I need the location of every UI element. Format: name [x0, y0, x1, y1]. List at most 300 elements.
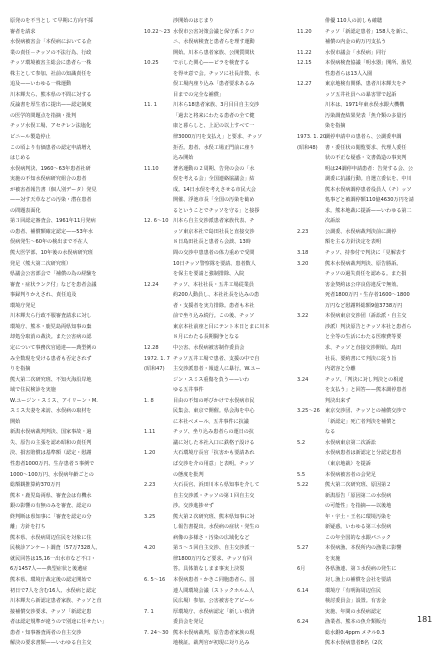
text-line-content: 県議会公害部会で「補償の為の経験を — [10, 271, 97, 278]
chronology-entry-line — [144, 111, 290, 122]
entry-date: 4.20 — [144, 545, 156, 552]
entry-text: 本俣病検査協議「明水器」開所、胎児 — [325, 60, 412, 67]
chronology-entry-line — [144, 332, 290, 343]
text-line-content: 接補償交渉要求、チッソ「新認定患 — [10, 608, 92, 615]
entry-date: (昭和47) — [144, 366, 165, 373]
chronology-entry-line — [144, 617, 290, 628]
text-line-content: この頃より有価患者の認定申請増え — [10, 144, 92, 151]
text-line — [10, 69, 137, 80]
entry-date — [144, 522, 173, 533]
chronology-entry-line — [144, 385, 290, 396]
entry-date — [144, 111, 173, 122]
entry-date — [144, 227, 173, 238]
text-line — [10, 90, 137, 101]
entry-text: 水俣病東京第二次訴訟 — [325, 439, 376, 446]
text-line-content: 川本輝夫ら行政不服審査請求に対し — [10, 313, 92, 320]
entry-text: チッソ「新認定患者」158人を新に、 — [325, 28, 411, 35]
entry-text: 本俣病被害者の会発足 — [325, 471, 376, 478]
chronology-entry-line — [297, 533, 442, 544]
entry-text: 年・宇土・王名に環境汚染を — [325, 513, 392, 520]
text-line — [10, 174, 137, 185]
text-line — [10, 522, 137, 533]
entry-date — [297, 185, 325, 196]
entry-text: ッソ東京本社で島田社長と直接交渉 — [173, 228, 255, 235]
entry-date — [144, 332, 173, 343]
chronology-entry-line — [297, 185, 442, 196]
text-line-content: 開始 — [10, 418, 21, 425]
column-right — [297, 16, 442, 649]
entry-text: 額を主る方針決定を表明 — [325, 239, 382, 246]
entry-date — [297, 533, 325, 544]
text-line-content: 発足（熊大第二次研究班） — [10, 260, 72, 267]
chronology-entry-line — [144, 522, 290, 533]
entry-date — [144, 174, 173, 185]
text-line — [10, 470, 137, 481]
text-line — [10, 237, 137, 248]
chronology-entry-line — [297, 227, 442, 238]
entry-date — [144, 301, 173, 312]
entry-text: 熊本水俣病調停患者役員人（チ）ッソ — [325, 186, 412, 193]
chronology-entry-line — [144, 58, 290, 69]
text-line — [10, 16, 137, 27]
text-line — [10, 501, 137, 512]
entry-text: 死者1800万円・生存者1600～1800 — [325, 292, 410, 299]
entry-date: 1.20 — [144, 450, 156, 457]
entry-date — [144, 153, 173, 164]
text-line — [10, 164, 137, 175]
chronology-entry-line — [297, 385, 442, 396]
entry-text: ８月にわたる長期闘争となる — [173, 334, 240, 341]
chronology-entry-line — [144, 206, 290, 217]
entry-text: 地検証。裁判官が初現に対り込み — [173, 640, 250, 647]
chronology-entry-line — [144, 121, 290, 132]
entry-date — [144, 69, 173, 80]
text-line-content: 審査・症状ランク付」などを患者会議 — [10, 281, 97, 288]
text-line-content: ——対す天草などの汚染・潜在患者 — [10, 197, 92, 204]
column-middle — [144, 16, 290, 649]
text-line-content: 熊大医学部、10年後の水俣病研究班 — [10, 250, 93, 257]
text-line — [10, 575, 137, 586]
text-line — [10, 280, 137, 291]
entry-date: 2.23 — [297, 228, 309, 235]
chronology-entry-line — [144, 16, 290, 27]
chronology-entry-line — [144, 290, 290, 301]
chronology-entry-line — [144, 586, 290, 597]
entry-text: 公調委、水俣病裁判決前に調停 — [325, 228, 397, 235]
chronology-entry-line — [297, 448, 442, 459]
entry-date — [144, 206, 173, 217]
entry-text: ニ、水俣病検査と患者らを理す運動 — [173, 39, 255, 46]
entry-date: 1.11 — [144, 429, 156, 436]
text-line-content: 株主として参加、社前の知識責任を — [10, 70, 92, 77]
chronology-entry-line — [297, 522, 442, 533]
entry-date — [144, 564, 173, 575]
entry-text: ッソ五井社員への暴害罪で起訴 — [325, 91, 397, 98]
chronology-entry-line — [144, 100, 290, 111]
text-line-content: チッソ環境被害主総会に患者ら一株 — [10, 60, 92, 67]
entry-text: を実施 — [325, 555, 341, 562]
entry-text: 著名運動の２周期、告発の会の「水 — [173, 165, 255, 172]
chronology-entry-line — [144, 69, 290, 80]
entry-date — [297, 459, 325, 470]
text-line — [10, 564, 137, 575]
text-line — [10, 491, 137, 502]
text-line — [10, 185, 137, 196]
chronology-entry-line — [144, 164, 290, 175]
chronology-entry-line — [144, 48, 290, 59]
entry-text: 連人間環境会議（ストックホルム人 — [173, 587, 255, 594]
entry-date — [297, 364, 325, 375]
entry-date — [144, 90, 173, 101]
entry-text: 本俣病患者・かきこ同胞患者ら、国 — [173, 576, 255, 583]
text-line-content: はじめる — [10, 155, 31, 162]
entry-date — [144, 48, 173, 59]
text-line — [10, 396, 137, 407]
entry-text: 本俣病漁、本俣所内の漁業に影響 — [325, 545, 402, 552]
chronology-entry-line — [144, 417, 290, 428]
text-line — [10, 216, 137, 227]
entry-date — [144, 259, 173, 270]
text-line-content: 熊本・鹿児島両県、審査会は有機水 — [10, 492, 92, 499]
entry-text: 者・支援者を実力排除。患者も本社 — [173, 302, 255, 309]
chronology-entry-line — [144, 37, 290, 48]
text-line-content: 事録判りかえされ、責任追及 — [10, 292, 77, 299]
entry-text: 実施、年間の水俣病認定 — [325, 608, 382, 615]
chronology-entry-line — [297, 259, 442, 270]
entry-text: 厚環境庁、水俣病認定「新しい救済 — [173, 608, 255, 615]
entry-date — [144, 269, 173, 280]
chronology-entry-line — [297, 512, 442, 523]
entry-date: 11.22 — [297, 49, 312, 56]
text-line — [10, 58, 137, 69]
entry-date: 3.20 — [297, 260, 309, 267]
chronology-entry-line — [297, 501, 442, 512]
entry-text: 拒否。患者、水俣工場正門前に座り — [173, 144, 255, 151]
chronology-entry-line — [297, 596, 442, 607]
chronology-entry-line — [144, 554, 290, 565]
entry-text: 各県漁連、第３水俣病の発生に — [325, 566, 397, 573]
entry-text: 目由の不知の呼びかけで水俣病市民 — [173, 397, 255, 404]
entry-date — [297, 607, 325, 618]
entry-text: 汚染調査結果発表「魚介類の多量汚 — [325, 112, 407, 119]
entry-text: 次訴訟 — [325, 218, 341, 225]
chronology-entry-line — [144, 427, 290, 438]
text-line — [10, 121, 137, 132]
chronology-entry-line — [297, 438, 442, 449]
text-line — [10, 37, 137, 48]
entry-date — [297, 111, 325, 122]
entry-text: 性患者らは13人入園 — [325, 70, 373, 77]
entry-date: 11.20 — [297, 28, 312, 35]
entry-date: 3.18 — [297, 250, 309, 257]
chronology-entry-line — [297, 470, 442, 481]
text-line — [10, 143, 137, 154]
entry-date — [297, 174, 325, 185]
entry-text: ８日島田社長と患者ら会談、13時 — [173, 239, 251, 246]
entry-date — [144, 438, 173, 449]
entry-text: 渉。交渉進捗せず — [173, 503, 214, 510]
text-line — [10, 100, 137, 111]
entry-date — [297, 301, 325, 312]
entry-text: 俣工場内座り込み「患者要求あるみ — [173, 81, 255, 88]
text-line — [10, 480, 137, 491]
chronology-entry-line — [297, 491, 442, 502]
chronology-entry-line — [297, 280, 442, 291]
text-line-content: の問題表面化 — [10, 207, 41, 214]
text-line-content: 1000～100万円、水俣病年齢ごとの — [10, 471, 94, 478]
entry-text: 川本ら自主交渉派患者家族代表、チ — [173, 218, 255, 225]
entry-text: 漁業者、熊本の魚介類販売 — [325, 619, 387, 626]
entry-date — [144, 459, 173, 470]
chronology-entry-line — [297, 195, 442, 206]
entry-date — [297, 396, 325, 407]
chronology-entry-line — [144, 438, 290, 449]
text-line-content: 総額観推算約370万円 — [10, 482, 61, 489]
entry-date — [144, 491, 173, 502]
entry-text: なる — [325, 429, 336, 436]
entry-date — [144, 322, 173, 333]
entry-date — [297, 501, 325, 512]
text-line — [10, 311, 137, 322]
entry-date — [297, 153, 325, 164]
entry-date: 11. 1 — [144, 102, 157, 109]
text-line — [10, 259, 137, 270]
entry-text: 東京地検有関係、患者川本輝夫をチ — [325, 81, 407, 88]
entry-date: 12.27 — [297, 81, 312, 88]
chronology-entry-line — [297, 343, 442, 354]
chronology-entry-line — [297, 290, 442, 301]
entry-text: 社長、要約書にて判決に従う旨 — [325, 355, 397, 362]
chronology-entry-line — [297, 27, 442, 38]
entry-text: 律1800万円など要求、チッソ有回 — [173, 555, 253, 562]
entry-date — [297, 575, 325, 586]
text-line — [10, 628, 137, 639]
chronology-entry-line — [297, 174, 442, 185]
chronology-entry-line — [144, 227, 290, 238]
chronology-entry-line — [144, 512, 290, 523]
entry-text: チッソ、「判決に対し判決との相違 — [325, 376, 404, 383]
chronology-entry-line — [144, 628, 290, 639]
chronology-entry-line — [144, 501, 290, 512]
entry-date — [144, 237, 173, 248]
entry-date: 3.24 — [297, 376, 309, 383]
entry-text: ジン・スミス重傷を負う——いわ — [173, 376, 250, 383]
text-line-content: 離」方針を打ち — [10, 524, 46, 531]
chronology-entry-line — [297, 564, 442, 575]
entry-date: 12.15 — [297, 60, 312, 67]
text-line-content: 定について事務次官通達——典型例の — [10, 344, 97, 351]
chronology-entry-line — [144, 480, 290, 491]
chronology-entry-line — [297, 554, 442, 565]
chronology-entry-line — [297, 48, 442, 59]
entry-text: 東京交渉団、チッソとの補償交渉で — [325, 408, 407, 415]
text-line — [10, 343, 137, 354]
entry-text: チッソ、坐り込み患者らの運日の抗 — [173, 429, 254, 436]
entry-date — [297, 332, 325, 343]
entry-date: 12.24 — [144, 281, 159, 288]
entry-date: 2.23 — [144, 482, 156, 489]
entry-date — [144, 195, 173, 206]
entry-date — [297, 417, 325, 428]
chronology-entry-line — [297, 216, 442, 227]
text-line — [10, 332, 137, 343]
text-line-content: の患者、補償額確定認定——53年水 — [10, 228, 93, 235]
chronology-entry-line — [144, 543, 290, 554]
entry-text: 大石環境庁長官「抗害かも要請あれ — [173, 450, 255, 457]
chronology-entry-line — [297, 364, 442, 375]
text-line-content: 環境庁、熊本・鹿児島両県知事の棄 — [10, 323, 92, 330]
entry-text: 第５～５回自主交渉、自主交渉派一 — [173, 545, 255, 552]
chronology-entry-line — [144, 311, 290, 322]
text-line-content: 俣病発生～60年の検出まで不在人 — [10, 239, 88, 246]
entry-date — [144, 16, 173, 27]
entry-text: 前で坐り込み続行。この後、チッソ — [173, 313, 255, 320]
text-line-content: み全数現を受ける患者も否定されず — [10, 355, 92, 362]
chronology-entry-line — [297, 111, 442, 122]
entry-text: 熊本水俣病裁判、原告患者家族の現 — [173, 629, 255, 636]
chronology-entry-line — [144, 396, 290, 407]
entry-text: 熊本水俣病患者8名（2次 — [325, 640, 383, 647]
entry-text: 熊大第二次研究班、原因第２ — [325, 482, 392, 489]
chronology-entry-line — [297, 164, 442, 175]
text-line-content: ビニール製造停止 — [10, 134, 51, 141]
entry-date: 12. 6～10 — [144, 218, 169, 225]
chronology-entry-line — [297, 90, 442, 101]
chronology-entry-line — [144, 596, 290, 607]
text-line-content: チッソ水俣工場、アセチレン法塩化 — [10, 123, 92, 130]
text-line — [10, 596, 137, 607]
entry-text: 委員会を発足 — [173, 619, 204, 626]
text-line-content: 実施の不知水俣病研究組合の患者 — [10, 176, 87, 183]
text-line-content: 新潟水俣病裁判判決、国家事故・過 — [10, 429, 92, 436]
chronology-entry-line — [144, 607, 290, 618]
entry-text: 川本は、1971年東水俣水銀大機構 — [325, 102, 405, 109]
entry-date: 1973. 1. 20 — [297, 134, 327, 141]
entry-date — [144, 533, 173, 544]
chronology-entry-line — [297, 37, 442, 48]
entry-date: 7. 24～30 — [144, 629, 169, 636]
chronology-entry-line — [297, 417, 442, 428]
text-line — [10, 132, 137, 143]
entry-text: 目までの完全な補償」 — [173, 91, 224, 98]
page-number: 181 — [417, 615, 433, 624]
entry-date: 10.25 — [144, 60, 159, 67]
chronology-entry-line — [144, 491, 290, 502]
chronology-entry-line — [144, 406, 290, 417]
text-line — [10, 512, 137, 523]
chronology-entry-line — [144, 259, 290, 270]
text-line — [10, 417, 137, 428]
entry-text: 害金契約は公序良俗違反で無効。 — [325, 281, 402, 288]
entry-date — [297, 195, 325, 206]
entry-text: 新疑惑。いわゆる第三水俣病 — [325, 524, 392, 531]
entry-text: 成。14日水俣を考えさせる市民大会 — [173, 186, 256, 193]
entry-date — [297, 512, 325, 523]
entry-text: 本俣病東京交渉団（訴訟派・自主交 — [325, 313, 407, 320]
text-line-content: 水俣病判決、1960～63年患者社研 — [10, 165, 91, 172]
text-line-content: 銀の影響の有無のみを審査、認定の — [10, 503, 92, 510]
entry-date — [144, 290, 173, 301]
entry-text: 渉開始のはじまり — [173, 18, 214, 24]
text-line-content: 環境庁発足 — [10, 302, 36, 309]
entry-date — [144, 385, 173, 396]
entry-date: 6. 5～16 — [144, 576, 166, 583]
entry-text: 開催、浮池市長「全国の汚染を勧め — [173, 197, 255, 204]
text-line — [10, 448, 137, 459]
entry-text: ば交渉を介の用意」と表明。チッソ — [173, 460, 255, 467]
entry-text: チッソ、持参付で判決に「見解表す — [325, 250, 406, 257]
entry-text: を支払う」と回答——熊本調停患者 — [325, 387, 407, 394]
entry-date: 5.2 — [297, 439, 306, 446]
text-line — [10, 459, 137, 470]
entry-date — [297, 522, 325, 533]
entry-date — [144, 406, 173, 417]
text-line-content: 川本輝夫ら新認定患者家族、チッソと直 — [10, 598, 102, 605]
entry-date — [144, 586, 173, 597]
entry-date — [144, 143, 173, 154]
chronology-entry-line — [144, 322, 290, 333]
entry-date — [144, 554, 173, 565]
text-line-content: 民検診アンケート調査（57万7328人、 — [10, 545, 101, 552]
entry-text: 病像の多様さ・汚染の広域化など — [173, 534, 250, 541]
entry-text: 水俣市公害対策会議と保守系ミクロ — [173, 28, 255, 35]
text-line-content: の医学的問題点を指摘・批判 — [10, 112, 77, 119]
chronology-entry-line — [144, 575, 290, 586]
entry-text: 中公害、水俣病被害制作委員会 — [173, 344, 245, 351]
entry-text: 処事どと被調停額110億4630万円を請 — [325, 197, 414, 204]
chronology-entry-line — [297, 406, 442, 417]
entry-text: チッソ五井工場で患者、支援の中で自 — [173, 355, 260, 362]
chronology-entry-line — [297, 354, 442, 365]
entry-date — [297, 596, 325, 607]
entry-date — [297, 121, 325, 132]
chronology-entry-line — [144, 195, 290, 206]
column-left — [10, 16, 137, 649]
entry-text: （東京地裁）を提訴 — [325, 460, 371, 467]
entry-date — [297, 206, 325, 217]
entry-text: 「新認定」死亡者判決を補償と — [325, 418, 397, 425]
chronology-entry-line — [297, 132, 442, 143]
entry-text: 熊本水俣病裁判判決、原告勝訴。 — [325, 260, 402, 267]
chronology-entry-line — [297, 628, 442, 639]
entry-text: 求、チッソと直接交渉開始。島田 — [325, 344, 402, 351]
entry-text: 間の交渉中患患者の体力重めで受問 — [173, 250, 255, 257]
chronology-entry-line — [144, 79, 290, 90]
entry-date: 6月 — [297, 566, 306, 573]
entry-date: 6.24 — [297, 619, 309, 626]
chronology-entry-line — [297, 575, 442, 586]
text-line-content: 決、損害賠償は基準額（認定・慰謝 — [10, 450, 92, 457]
entry-date — [297, 628, 325, 639]
text-line — [10, 322, 137, 333]
text-line-content: 終判断は県知事に「審査を認定の分 — [10, 513, 92, 520]
entry-text: 状の不正な疑惑・文書偽造の事実判 — [325, 155, 407, 162]
entry-text: し報告書提出。水俣病の症状・発生の — [173, 524, 260, 531]
text-line-content: 解決の要求書類——いわゆる自主交 — [10, 640, 92, 647]
entry-text: 環境庁「有明海周辺住民 — [325, 587, 382, 594]
entry-text: の可能性」を指摘——以後地 — [325, 503, 392, 510]
text-line-content: りを指摘 — [10, 366, 31, 373]
entry-text: 補償の内金の約万円支払う — [325, 39, 387, 46]
text-line — [10, 111, 137, 122]
chronology-entry-line — [297, 121, 442, 132]
chronology-entry-line — [144, 470, 290, 481]
entry-date — [144, 79, 173, 90]
text-line-content: 者は認定規準が違うので別途に任せたい」 — [10, 619, 107, 626]
entry-date — [297, 37, 325, 48]
chronology-entry-line — [297, 322, 442, 333]
entry-date: 11.10 — [144, 165, 159, 172]
